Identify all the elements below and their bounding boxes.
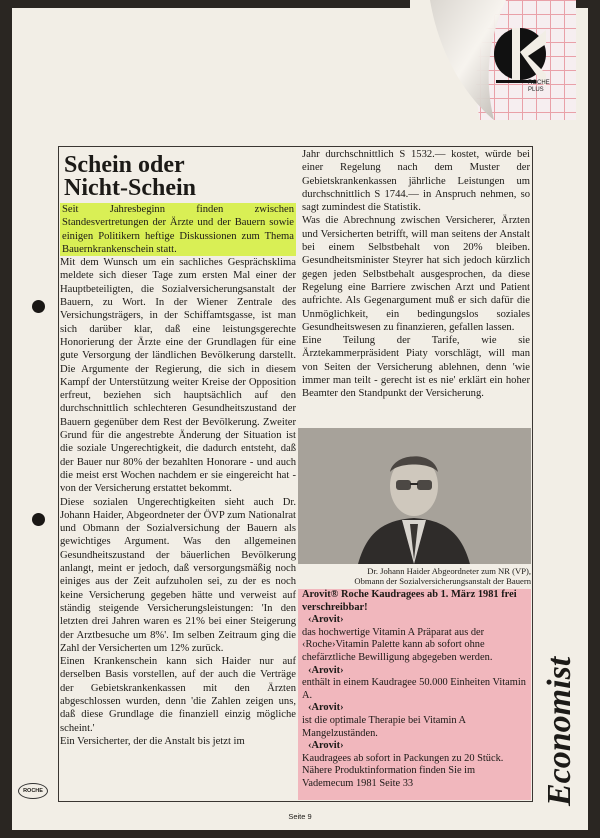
ad-product-label: ‹Arovit›: [308, 664, 344, 676]
ad-text: enthält in einem Kaudragee 50.000 Einheiten Vitamin A.: [302, 677, 526, 701]
photo-caption-line-2: Obmann der Sozialversicherungsanstalt der Bauern: [354, 576, 531, 586]
binder-hole-icon: [32, 513, 45, 526]
logo-caption: [528, 80, 550, 94]
ad-footer: Nähere Produktinformation finden Sie im Vademecum 1981 Seite 33: [302, 765, 476, 789]
binder-hole-icon: [32, 300, 45, 313]
ad-product-label: ‹Arovit›: [308, 614, 344, 626]
ad-product-label: ‹Arovit›: [308, 702, 344, 714]
logo-line-1: ROCHE: [528, 80, 550, 86]
article-paragraph: Jahr durchschnittlich S 1532.— kostet, würde bei einer Regelung nach dem Muster der Gebietskrankenkassen jährliche Leistungen um durchschnittlich S 1744.— in Anspruch nehmen, so sagt zumindest die Statistik.: [302, 149, 530, 214]
article-title: [64, 154, 296, 200]
article-paragraph: Mit dem Wunsch um ein sachliches Gesprächsklima meldete sich dieser Tage zum ersten Mal einer der Hauptbeteiligten, die Sozialversicherungsanstalt der Bauern, zu Wort. In der Wiener Zentrale des Versichungsträgers, in der Schiffamtsgasse, ist man sich darüber klar, daß eine leistungsgerechte Honorierung der Ärzte eine der Grundlagen für eine gute Versorgung der ländlichen Bevölkerung darstellt. Die Argumente der Regierung, die sich in diesem Kampf der Unterstützung weiter Kreise der Opposition erfreut, beziehen sich hauptsächlich auf den durchschnittlich schlechteren Gesundheitszustand der Bauern gegenüber dem Rest der Bevölkerung. Zweiter Grund für die angestrebte Änderung der Situation ist die soziale Ungerechtigkeit, die dadurch entsteht, daß der Bauer nur 80% der bezahlten Honorare - und auch die meist erst Wochen nachdem er sie eingereicht hat - von der Versicherung erstattet bekommt.: [60, 257, 296, 495]
arovit-advertisement: [298, 589, 531, 800]
article-paragraph: Einen Krankenschein kann sich Haider nur auf derselben Basis vorstellen, auf der auch die Verträge der Gebietskrankenkassen mit den Ärzten abgeschlossen wurden, denn 'die Zahlen zeigen uns, daß diese Grundlage die finanziell einzig mögliche scheint.': [60, 656, 296, 734]
article-paragraph: Diese sozialen Ungerechtigkeiten sieht auch Dr. Johann Haider, Abgeordneter der ÖVP zum Nationalrat und Obmann der Sozialversichung der Bauern als gewichtiges Argument. Was den allgemeinen Gesundheitszustand der bäuerlichen Bevölkerung anlangt, meint er jedoch, daß versorgungsmäßig noch einiges aus der Zeit aufzuholen sei, zu der es noch keine Versicherung gegeben hätte und verweist auf ständig steigende Versicherungsleistungen: 'In den letzten drei Jahren waren es 21% bei einer Steigerung der Arztbesuche um 8%'. Im selben Zeitraum ging die Zahl der Versicherten um 12% zurück.: [60, 496, 296, 654]
photo-caption: [298, 566, 531, 586]
economist-vertical-title: [536, 580, 580, 810]
page-number: Seite 9: [288, 812, 312, 821]
article-paragraph: Eine Teilung der Tarife, wie sie Ärztekammerpräsident Piaty vorschlägt, will man von Seiten der Versicherung ablehnen, denn 'wie immer man teilt - gerecht ist es nie' erklärt ein hoher Beamter den Standpunkt der Versicherung.: [302, 335, 530, 400]
ad-text: das hochwertige Vitamin A Präparat aus der ‹Roche›Vitamin Palette kann ab sofort ohne chefärztliche Bewilligung abgegeben werden.: [302, 626, 493, 663]
article-lead: Seit Jahresbeginn finden zwischen Standesvertretungen der Ärzte und der Bauern sowie einigen Politikern heftige Diskussionen zum Thema Bauernkrankenschein statt.: [62, 204, 294, 255]
article-title-line-1: Schein oder: [64, 152, 185, 178]
economist-label: Economist: [541, 656, 578, 806]
ad-headline: Arovit® Roche Kaudragees ab 1. März 1981 frei verschreibbar!: [302, 589, 517, 613]
article-paragraph: Was die Abrechnung zwischen Versicherer, Ärzten und Versicherten betrifft, will man seitens der Anstalt bei einem Selbstbehalt von 20% bleiben. Gesundheitsminister Steyrer hat sich jedoch kürzlich gegen jeden Selbstbehalt ausgesprochen, da diese Regelung eine Barriere zwischen Arzt und Patient aufrichte. Als Gegenargument muß er sich dafür die Unmöglichkeit, ein bedingungslos soziales Gesundheitswesen zu finanzieren, gefallen lassen.: [302, 215, 530, 333]
ad-text: ist die optimale Therapie bei Vitamin A Mangelzuständen.: [302, 714, 466, 739]
article-left-column: [60, 148, 296, 748]
ad-product-label: ‹Arovit›: [308, 740, 344, 752]
photo-caption-line-1: Dr. Johann Haider Abgeordneter zum NR (VP),: [367, 566, 531, 576]
article-right-column: [302, 148, 530, 401]
logo-line-2: PLUS: [528, 87, 544, 93]
article-title-line-2: Nicht-Schein: [64, 175, 196, 201]
roche-badge-icon: ROCHE: [18, 783, 48, 799]
portrait-illustration: [298, 428, 531, 564]
article-paragraph: Ein Versicherter, der die Anstalt bis jetzt im: [60, 735, 245, 747]
portrait-photo: [298, 428, 531, 564]
ad-text: Kaudragees ab sofort in Packungen zu 20 Stück.: [302, 752, 504, 764]
